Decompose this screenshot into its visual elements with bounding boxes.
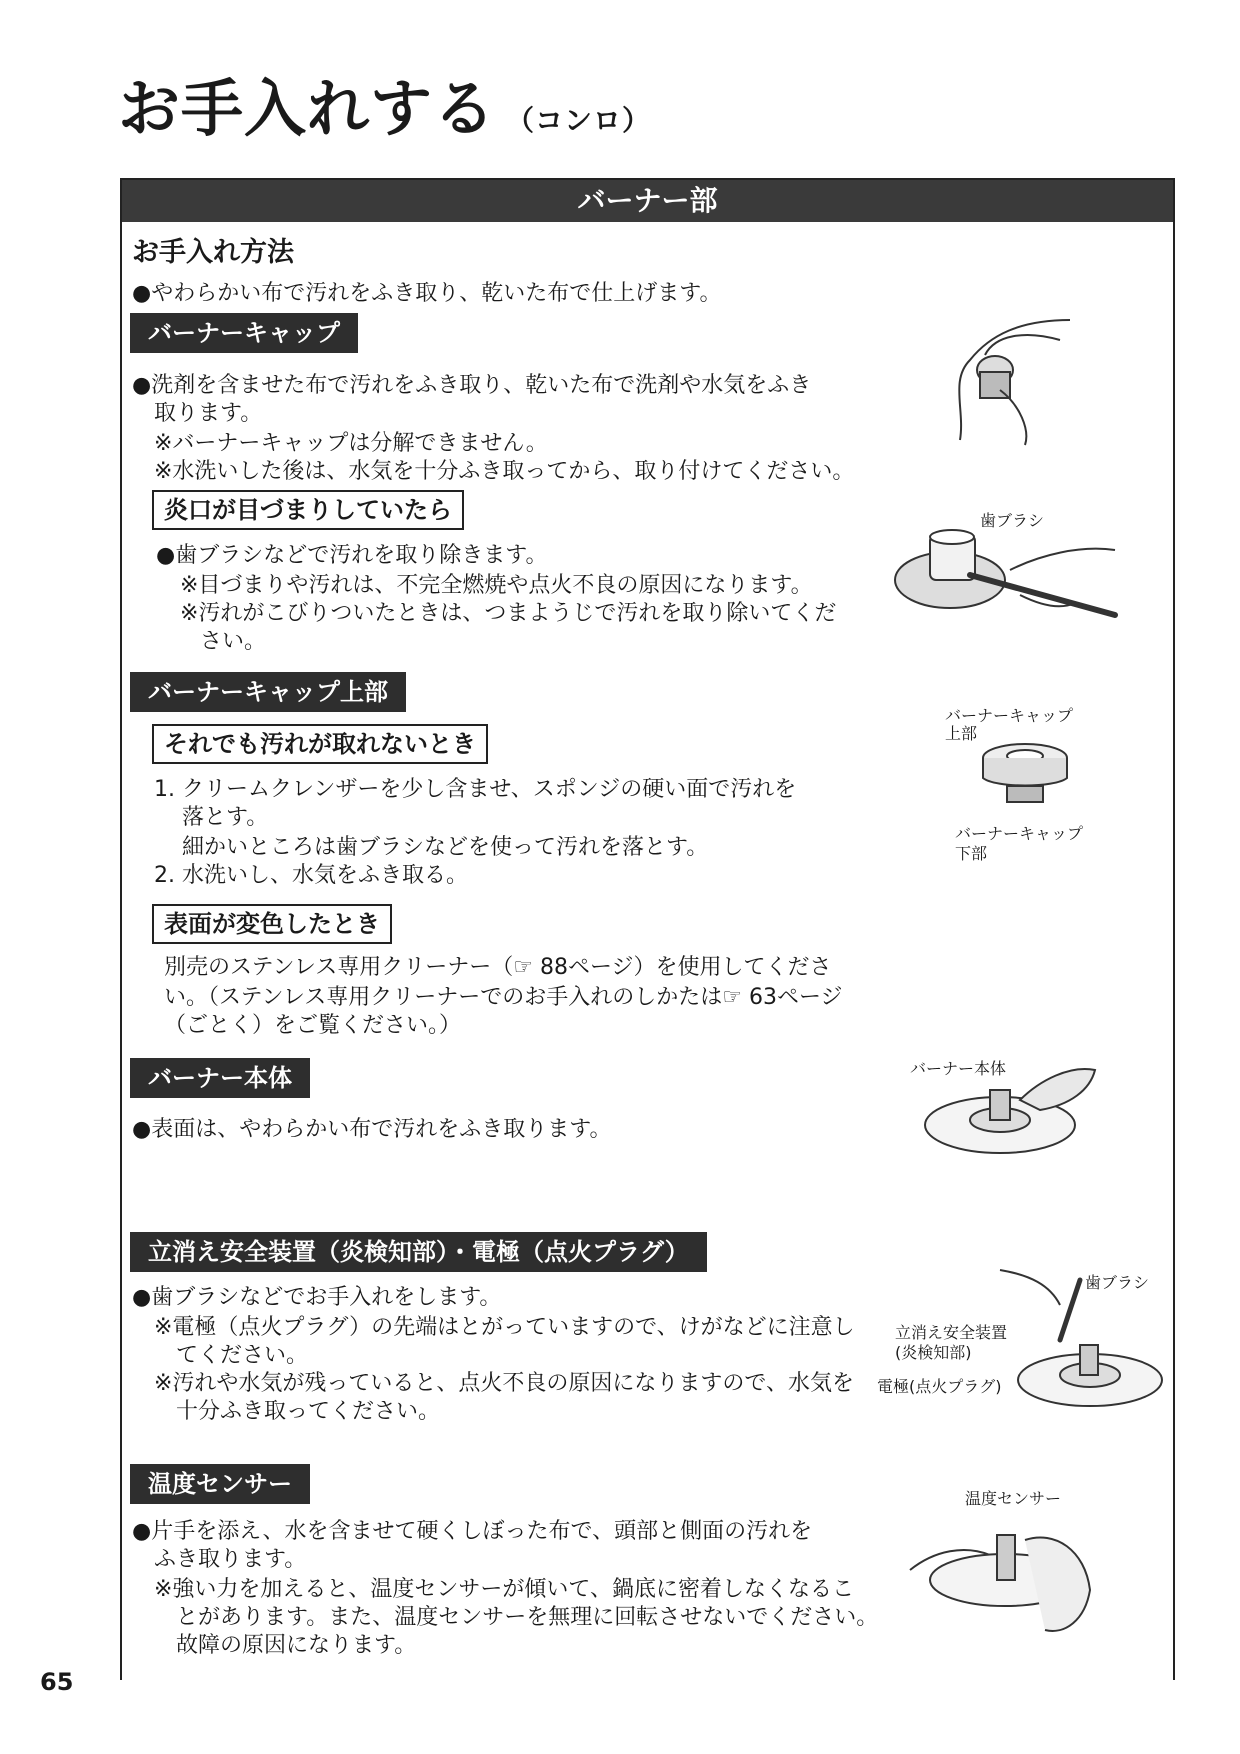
figure-brush-cap	[890, 525, 1120, 629]
clogged-note-3: さい。	[200, 629, 267, 654]
sensor-line-2: ふき取ります。	[154, 1547, 307, 1572]
figure-cap-parts	[975, 740, 1075, 824]
cap-line-1: ●洗剤を含ませた布で汚れをふき取り、乾いた布で洗剤や水気をふき	[132, 373, 812, 398]
cap-top-step-2: 2. 水洗いし、水気をふき取る。	[154, 863, 468, 888]
safety-line-1: ●歯ブラシなどでお手入れをします。	[132, 1285, 502, 1310]
section-label-safety: 立消え安全装置（炎検知部）・電極（点火プラグ）	[130, 1232, 707, 1272]
caption-toothbrush-2: 歯ブラシ	[1085, 1273, 1150, 1292]
burner-body-illustration	[920, 1050, 1100, 1160]
page-number: 65	[40, 1668, 74, 1696]
temp-sensor-illustration	[905, 1510, 1105, 1640]
caption-burner-body: バーナー本体	[910, 1059, 1007, 1078]
sensor-note-3: 故障の原因になります。	[176, 1633, 417, 1658]
caption-cap-lower-1: バーナーキャップ	[955, 824, 1084, 843]
cap-parts-illustration	[975, 740, 1075, 820]
figure-burner-body	[920, 1050, 1100, 1164]
section-label-cap-top: バーナーキャップ上部	[130, 672, 406, 712]
caption-temp-sensor: 温度センサー	[965, 1489, 1062, 1508]
page-title-main: お手入れする	[118, 72, 497, 145]
clogged-note-1: ※目づまりや汚れは、不完全燃焼や点火不良の原因になります。	[180, 573, 813, 598]
sensor-note-1: ※強い力を加えると、温度センサーが傾いて、鍋底に密着しなくなるこ	[154, 1577, 854, 1602]
clogged-line-1: ●歯ブラシなどで汚れを取り除きます。	[156, 543, 548, 568]
safety-note-2b: 十分ふき取ってください。	[176, 1399, 441, 1424]
safety-note-2: ※汚れや水気が残っていると、点火不良の原因になりますので、水気を	[154, 1371, 854, 1396]
caption-safety-2: (炎検知部)	[895, 1343, 972, 1362]
intro-text: ●やわらかい布で汚れをふき取り、乾いた布で仕上げます。	[132, 281, 722, 306]
hand-cap-illustration	[930, 310, 1080, 450]
caption-safety-1: 立消え安全装置	[895, 1323, 1008, 1342]
caption-cap-upper-1: バーナーキャップ	[945, 706, 1074, 725]
cap-note-1: ※バーナーキャップは分解できません。	[154, 431, 548, 456]
sub-label-still-dirty: それでも汚れが取れないとき	[152, 724, 488, 764]
page-title-sub: （コンロ）	[506, 104, 652, 137]
sub-label-clogged: 炎口が目づまりしていたら	[152, 490, 464, 530]
safety-device-illustration	[1000, 1265, 1165, 1415]
caption-cap-upper-2: 上部	[945, 724, 978, 743]
section-header: バーナー部	[122, 180, 1173, 222]
clogged-note-2: ※汚れがこびりついたときは、つまようじで汚れを取り除いてくだ	[180, 601, 837, 626]
brush-cap-illustration	[890, 525, 1120, 625]
section-label-body: バーナー本体	[130, 1058, 310, 1098]
cap-top-step-1: 1. クリームクレンザーを少し含ませ、スポンジの硬い面で汚れを	[154, 777, 797, 802]
method-heading: お手入れ方法	[132, 237, 294, 268]
safety-note-1b: てください。	[176, 1343, 309, 1368]
caption-cap-lower-2: 下部	[955, 844, 988, 863]
figure-safety-device	[1000, 1265, 1165, 1419]
discolored-line-2: い。（ステンレス専用クリーナーでのお手入れのしかたは☞ 63ページ	[164, 985, 843, 1010]
figure-temp-sensor	[905, 1510, 1105, 1644]
cap-top-step-1b: 落とす。	[182, 805, 269, 830]
sensor-note-2: とがあります。また、温度センサーを無理に回転させないでください。	[176, 1605, 879, 1630]
discolored-line-3: （ごとく）をご覧ください。）	[164, 1013, 462, 1038]
cap-top-step-1c: 細かいところは歯ブラシなどを使って汚れを落とす。	[182, 835, 709, 860]
cap-line-2: 取ります。	[154, 401, 263, 426]
caption-toothbrush: 歯ブラシ	[980, 511, 1045, 530]
figure-hand-cap	[930, 310, 1080, 454]
section-label-cap: バーナーキャップ	[130, 313, 358, 353]
sub-label-discolored: 表面が変色したとき	[152, 904, 392, 944]
discolored-line-1: 別売のステンレス専用クリーナー（☞ 88ページ）を使用してくださ	[164, 955, 832, 980]
sensor-line-1: ●片手を添え、水を含ませて硬くしぼった布で、頭部と側面の汚れを	[132, 1519, 813, 1544]
cap-note-2: ※水洗いした後は、水気を十分ふき取ってから、取り付けてください。	[154, 459, 855, 484]
page-title	[118, 72, 652, 145]
body-line-1: ●表面は、やわらかい布で汚れをふき取ります。	[132, 1117, 612, 1142]
caption-electrode: 電極(点火プラグ)	[877, 1377, 1002, 1396]
safety-note-1: ※電極（点火プラグ）の先端はとがっていますので、けがなどに注意し	[154, 1315, 855, 1340]
section-label-sensor: 温度センサー	[130, 1464, 310, 1504]
